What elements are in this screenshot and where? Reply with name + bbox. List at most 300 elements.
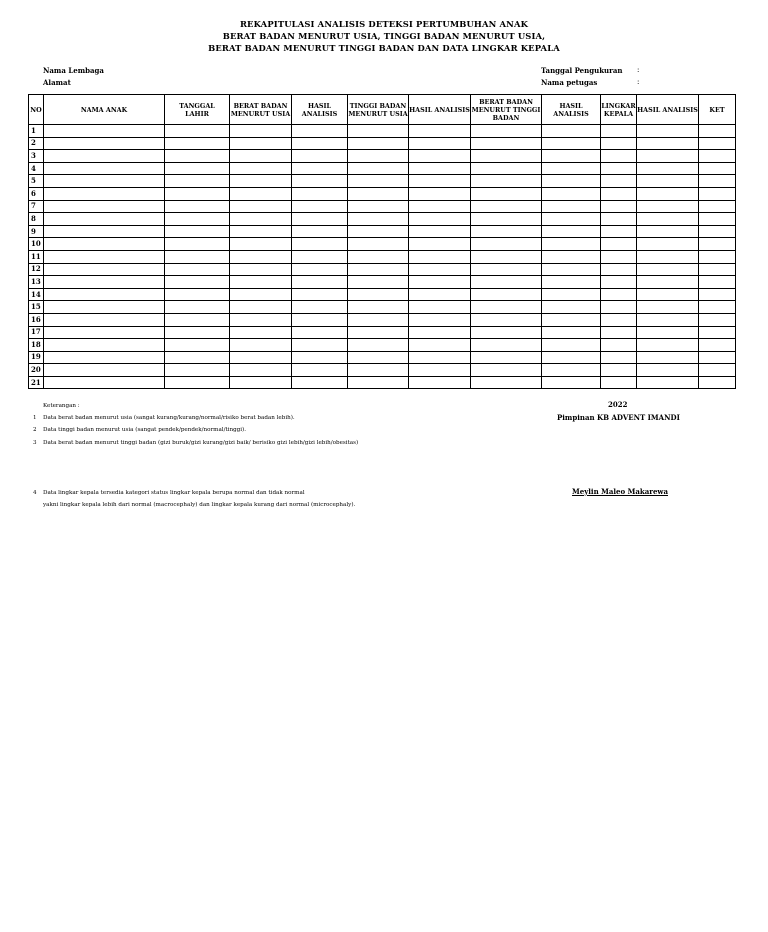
table-cell[interactable]	[292, 187, 348, 200]
table-cell[interactable]	[699, 238, 736, 251]
table-cell[interactable]	[230, 150, 292, 163]
table-cell[interactable]	[230, 137, 292, 150]
table-cell[interactable]	[44, 200, 165, 213]
table-cell[interactable]	[601, 313, 637, 326]
table-cell[interactable]	[471, 175, 542, 188]
table-cell[interactable]	[699, 351, 736, 364]
table-row	[29, 339, 736, 352]
table-cell[interactable]	[471, 351, 542, 364]
table-cell[interactable]	[471, 150, 542, 163]
table-cell[interactable]	[292, 137, 348, 150]
table-cell[interactable]	[44, 175, 165, 188]
table-cell[interactable]	[542, 213, 601, 226]
table-cell[interactable]	[542, 313, 601, 326]
table-cell[interactable]	[699, 162, 736, 175]
table-cell[interactable]	[44, 213, 165, 226]
table-cell[interactable]	[699, 250, 736, 263]
table-cell[interactable]	[44, 250, 165, 263]
table-cell[interactable]	[44, 187, 165, 200]
table-cell[interactable]	[44, 301, 165, 314]
table-cell[interactable]	[44, 339, 165, 352]
table-cell[interactable]	[637, 137, 699, 150]
table-cell[interactable]	[637, 238, 699, 251]
table-cell[interactable]	[348, 263, 409, 276]
table-cell[interactable]	[637, 351, 699, 364]
table-cell[interactable]	[230, 376, 292, 389]
table-cell[interactable]	[44, 276, 165, 289]
col-header-ket: KET	[699, 95, 736, 125]
table-row	[29, 175, 736, 188]
table-cell[interactable]	[44, 313, 165, 326]
col-header-hasil-analisis-1: HASIL ANALISIS	[292, 95, 348, 125]
table-cell[interactable]	[409, 162, 471, 175]
row-number: 2	[29, 137, 44, 150]
table-cell[interactable]	[409, 150, 471, 163]
table-cell[interactable]	[471, 250, 542, 263]
table-cell[interactable]	[699, 301, 736, 314]
table-cell[interactable]	[348, 326, 409, 339]
table-cell[interactable]	[471, 313, 542, 326]
table-cell[interactable]	[348, 301, 409, 314]
table-row	[29, 125, 736, 138]
table-cell[interactable]	[348, 250, 409, 263]
table-cell[interactable]	[542, 200, 601, 213]
title-line-1: REKAPITULASI ANALISIS DETEKSI PERTUMBUHAN ANAK	[239, 19, 529, 29]
table-cell[interactable]	[637, 313, 699, 326]
table-cell[interactable]	[601, 125, 637, 138]
note-number: 3	[33, 440, 37, 446]
table-cell[interactable]	[409, 326, 471, 339]
row-number: 14	[29, 288, 44, 301]
table-cell[interactable]	[471, 200, 542, 213]
table-cell[interactable]	[165, 150, 230, 163]
table-cell[interactable]	[348, 175, 409, 188]
row-number: 19	[29, 351, 44, 364]
table-cell[interactable]	[542, 250, 601, 263]
table-cell[interactable]	[601, 288, 637, 301]
table-cell[interactable]	[699, 326, 736, 339]
table-cell[interactable]	[637, 301, 699, 314]
table-cell[interactable]	[637, 364, 699, 377]
table-cell[interactable]	[292, 351, 348, 364]
table-cell[interactable]	[637, 250, 699, 263]
table-cell[interactable]	[292, 276, 348, 289]
table-cell[interactable]	[44, 225, 165, 238]
table-cell[interactable]	[699, 263, 736, 276]
table-cell[interactable]	[637, 187, 699, 200]
table-cell[interactable]	[471, 238, 542, 251]
table-cell[interactable]	[292, 238, 348, 251]
col-header-bb-tb: BERAT BADAN MENURUT TINGGI BADAN	[471, 95, 542, 125]
table-cell[interactable]	[292, 339, 348, 352]
table-cell[interactable]	[601, 301, 637, 314]
table-row	[29, 263, 736, 276]
tanggal-colon: :	[637, 66, 640, 74]
table-header-row	[29, 95, 736, 125]
row-number: 3	[29, 150, 44, 163]
table-cell[interactable]	[348, 276, 409, 289]
table-cell[interactable]	[601, 162, 637, 175]
note-4-continuation: yakni lingkar kepala lebih dari normal (macrocephaly) dan lingkar kepala kurang dari normal (microcephaly).	[43, 502, 356, 508]
table-cell[interactable]	[601, 263, 637, 276]
table-cell[interactable]	[44, 238, 165, 251]
table-cell[interactable]	[230, 339, 292, 352]
table-cell[interactable]	[601, 137, 637, 150]
table-cell[interactable]	[601, 238, 637, 251]
col-header-nama-anak: NAMA ANAK	[44, 95, 165, 125]
table-cell[interactable]	[230, 175, 292, 188]
title-line-2: BERAT BADAN MENURUT USIA, TINGGI BADAN MENURUT USIA,	[222, 31, 546, 41]
table-cell[interactable]	[292, 250, 348, 263]
table-cell[interactable]	[230, 313, 292, 326]
table-cell[interactable]	[637, 263, 699, 276]
table-cell[interactable]	[471, 339, 542, 352]
table-cell[interactable]	[699, 276, 736, 289]
table-row	[29, 200, 736, 213]
table-cell[interactable]	[165, 200, 230, 213]
table-row	[29, 137, 736, 150]
table-cell[interactable]	[348, 162, 409, 175]
table-cell[interactable]	[409, 364, 471, 377]
table-cell[interactable]	[699, 150, 736, 163]
table-cell[interactable]	[230, 263, 292, 276]
table-row	[29, 326, 736, 339]
table-cell[interactable]	[230, 301, 292, 314]
table-cell[interactable]	[348, 225, 409, 238]
table-cell[interactable]	[292, 313, 348, 326]
table-cell[interactable]	[348, 150, 409, 163]
table-cell[interactable]	[348, 339, 409, 352]
table-cell[interactable]	[165, 263, 230, 276]
table-cell[interactable]	[292, 225, 348, 238]
table-cell[interactable]	[471, 276, 542, 289]
table-cell[interactable]	[292, 175, 348, 188]
row-number: 8	[29, 213, 44, 226]
table-cell[interactable]	[165, 225, 230, 238]
table-row	[29, 225, 736, 238]
row-number: 21	[29, 376, 44, 389]
table-cell[interactable]	[409, 351, 471, 364]
row-number: 15	[29, 301, 44, 314]
table-cell[interactable]	[699, 376, 736, 389]
table-cell[interactable]	[471, 326, 542, 339]
table-cell[interactable]	[601, 339, 637, 352]
table-cell[interactable]	[542, 187, 601, 200]
table-cell[interactable]	[601, 276, 637, 289]
row-number: 11	[29, 250, 44, 263]
table-cell[interactable]	[409, 339, 471, 352]
table-row	[29, 162, 736, 175]
table-cell[interactable]	[292, 213, 348, 226]
table-cell[interactable]	[44, 364, 165, 377]
table-cell[interactable]	[699, 213, 736, 226]
table-cell[interactable]	[230, 125, 292, 138]
row-number: 7	[29, 200, 44, 213]
table-cell[interactable]	[165, 276, 230, 289]
table-cell[interactable]	[409, 276, 471, 289]
table-cell[interactable]	[348, 137, 409, 150]
note-text: Data berat badan menurut tinggi badan (gizi buruk/gizi kurang/gizi baik/ berisiko gizi lebih/gizi lebih/obesitas)	[43, 440, 359, 446]
table-cell[interactable]	[637, 376, 699, 389]
table-cell[interactable]	[230, 200, 292, 213]
row-number: 18	[29, 339, 44, 352]
table-cell[interactable]	[165, 175, 230, 188]
table-cell[interactable]	[409, 125, 471, 138]
table-row	[29, 276, 736, 289]
table-cell[interactable]	[292, 364, 348, 377]
table-cell[interactable]	[542, 364, 601, 377]
lembaga-label: Nama Lembaga	[43, 66, 104, 75]
table-cell[interactable]	[165, 137, 230, 150]
table-cell[interactable]	[165, 187, 230, 200]
alamat-label: Alamat	[43, 78, 71, 87]
table-cell[interactable]	[292, 125, 348, 138]
signature-year: 2022	[608, 400, 628, 409]
table-cell[interactable]	[542, 351, 601, 364]
table-cell[interactable]	[44, 150, 165, 163]
table-cell[interactable]	[409, 250, 471, 263]
table-cell[interactable]	[409, 187, 471, 200]
table-cell[interactable]	[471, 187, 542, 200]
table-cell[interactable]	[292, 288, 348, 301]
table-cell[interactable]	[44, 125, 165, 138]
table-cell[interactable]	[230, 288, 292, 301]
row-number: 16	[29, 313, 44, 326]
table-cell[interactable]	[409, 225, 471, 238]
table-cell[interactable]	[230, 276, 292, 289]
table-cell[interactable]	[637, 339, 699, 352]
table-cell[interactable]	[409, 200, 471, 213]
table-cell[interactable]	[471, 263, 542, 276]
table-cell[interactable]	[637, 175, 699, 188]
table-cell[interactable]	[230, 162, 292, 175]
table-cell[interactable]	[165, 364, 230, 377]
table-cell[interactable]	[542, 326, 601, 339]
table-cell[interactable]	[165, 351, 230, 364]
table-cell[interactable]	[348, 238, 409, 251]
table-row	[29, 288, 736, 301]
table-cell[interactable]	[292, 376, 348, 389]
table-cell[interactable]	[542, 137, 601, 150]
table-cell[interactable]	[348, 376, 409, 389]
table-cell[interactable]	[230, 326, 292, 339]
table-cell[interactable]	[542, 238, 601, 251]
table-cell[interactable]	[542, 288, 601, 301]
table-cell[interactable]	[230, 238, 292, 251]
table-cell[interactable]	[409, 313, 471, 326]
table-cell[interactable]	[348, 187, 409, 200]
table-cell[interactable]	[44, 326, 165, 339]
notes-heading: Keterangan :	[43, 403, 80, 409]
table-cell[interactable]	[230, 187, 292, 200]
table-cell[interactable]	[542, 376, 601, 389]
row-number: 13	[29, 276, 44, 289]
table-cell[interactable]	[165, 301, 230, 314]
table-cell[interactable]	[542, 301, 601, 314]
col-header-tanggal-lahir: TANGGAL LAHIR	[165, 95, 230, 125]
table-cell[interactable]	[601, 187, 637, 200]
table-cell[interactable]	[165, 339, 230, 352]
table-cell[interactable]	[292, 150, 348, 163]
table-cell[interactable]	[699, 225, 736, 238]
signature-name: Meylin Maleo Makarewa	[572, 487, 668, 496]
table-cell[interactable]	[348, 351, 409, 364]
table-cell[interactable]	[601, 376, 637, 389]
table-cell[interactable]	[165, 313, 230, 326]
table-cell[interactable]	[348, 125, 409, 138]
table-row	[29, 351, 736, 364]
note-number: 4	[33, 490, 37, 496]
table-cell[interactable]	[292, 263, 348, 276]
table-row	[29, 313, 736, 326]
table-cell[interactable]	[165, 238, 230, 251]
table-cell[interactable]	[542, 263, 601, 276]
table-cell[interactable]	[409, 137, 471, 150]
row-number: 5	[29, 175, 44, 188]
table-cell[interactable]	[292, 162, 348, 175]
table-cell[interactable]	[542, 175, 601, 188]
table-cell[interactable]	[44, 351, 165, 364]
table-cell[interactable]	[409, 213, 471, 226]
table-cell[interactable]	[471, 301, 542, 314]
table-cell[interactable]	[409, 175, 471, 188]
table-cell[interactable]	[165, 125, 230, 138]
row-number: 4	[29, 162, 44, 175]
col-header-tb-usia: TINGGI BADAN MENURUT USIA	[348, 95, 409, 125]
col-header-no: NO	[29, 95, 44, 125]
table-cell[interactable]	[165, 376, 230, 389]
table-cell[interactable]	[409, 376, 471, 389]
table-cell[interactable]	[44, 376, 165, 389]
table-cell[interactable]	[601, 351, 637, 364]
table-cell[interactable]	[165, 162, 230, 175]
table-cell[interactable]	[601, 200, 637, 213]
table-cell[interactable]	[699, 288, 736, 301]
table-cell[interactable]	[348, 213, 409, 226]
table-cell[interactable]	[637, 213, 699, 226]
table-cell[interactable]	[165, 326, 230, 339]
table-cell[interactable]	[699, 364, 736, 377]
table-cell[interactable]	[601, 364, 637, 377]
table-cell[interactable]	[409, 263, 471, 276]
row-number: 20	[29, 364, 44, 377]
table-cell[interactable]	[471, 162, 542, 175]
table-row	[29, 150, 736, 163]
row-number: 12	[29, 263, 44, 276]
table-cell[interactable]	[471, 125, 542, 138]
table-cell[interactable]	[601, 175, 637, 188]
table-cell[interactable]	[230, 225, 292, 238]
table-row	[29, 238, 736, 251]
note-text: Data lingkar kepala tersedia kategori status lingkar kepala berupa normal dan tidak normal	[43, 490, 305, 496]
table-cell[interactable]	[699, 137, 736, 150]
table-row	[29, 364, 736, 377]
table-cell[interactable]	[637, 276, 699, 289]
table-cell[interactable]	[44, 162, 165, 175]
note-number: 2	[33, 427, 37, 433]
table-cell[interactable]	[409, 301, 471, 314]
table-cell[interactable]	[230, 364, 292, 377]
table-cell[interactable]	[471, 137, 542, 150]
table-row	[29, 187, 736, 200]
table-cell[interactable]	[292, 326, 348, 339]
table-cell[interactable]	[542, 162, 601, 175]
table-cell[interactable]	[542, 225, 601, 238]
table-cell[interactable]	[44, 263, 165, 276]
note-number: 1	[33, 415, 37, 421]
table-cell[interactable]	[230, 351, 292, 364]
table-cell[interactable]	[348, 200, 409, 213]
note-text: Data berat badan menurut usia (sangat kurang/kurang/normal/risiko berat badan lebih).	[43, 415, 295, 421]
table-cell[interactable]	[637, 225, 699, 238]
nama-petugas-label: Nama petugas	[541, 78, 598, 87]
col-header-hasil-analisis-2: HASIL ANALISIS	[409, 95, 471, 125]
table-cell[interactable]	[637, 125, 699, 138]
table-cell[interactable]	[637, 288, 699, 301]
table-cell[interactable]	[165, 250, 230, 263]
table-cell[interactable]	[542, 150, 601, 163]
table-cell[interactable]	[699, 187, 736, 200]
table-cell[interactable]	[409, 288, 471, 301]
table-cell[interactable]	[601, 150, 637, 163]
table-cell[interactable]	[699, 339, 736, 352]
table-cell[interactable]	[348, 288, 409, 301]
table-cell[interactable]	[637, 150, 699, 163]
table-cell[interactable]	[601, 225, 637, 238]
note-text: Data tinggi badan menurut usia (sangat pendek/pendek/normal/tinggi).	[43, 427, 247, 433]
table-cell[interactable]	[44, 288, 165, 301]
table-cell[interactable]	[542, 339, 601, 352]
table-row	[29, 250, 736, 263]
table-cell[interactable]	[471, 376, 542, 389]
table-cell[interactable]	[471, 364, 542, 377]
table-row	[29, 213, 736, 226]
table-cell[interactable]	[292, 200, 348, 213]
table-cell[interactable]	[699, 313, 736, 326]
table-cell[interactable]	[471, 213, 542, 226]
table-cell[interactable]	[348, 364, 409, 377]
table-cell[interactable]	[699, 125, 736, 138]
signature-title: Pimpinan KB ADVENT IMANDI	[557, 413, 680, 422]
col-header-hasil-analisis-3: HASIL ANALISIS	[542, 95, 601, 125]
table-cell[interactable]	[601, 250, 637, 263]
row-number: 1	[29, 125, 44, 138]
table-row	[29, 376, 736, 389]
table-cell[interactable]	[230, 213, 292, 226]
table-cell[interactable]	[601, 213, 637, 226]
table-cell[interactable]	[699, 200, 736, 213]
table-cell[interactable]	[471, 288, 542, 301]
table-cell[interactable]	[471, 225, 542, 238]
table-cell[interactable]	[230, 250, 292, 263]
table-cell[interactable]	[637, 162, 699, 175]
table-cell[interactable]	[165, 288, 230, 301]
table-cell[interactable]	[542, 276, 601, 289]
table-cell[interactable]	[348, 313, 409, 326]
table-cell[interactable]	[165, 213, 230, 226]
table-cell[interactable]	[44, 137, 165, 150]
table-cell[interactable]	[637, 326, 699, 339]
table-cell[interactable]	[601, 326, 637, 339]
table-cell[interactable]	[637, 200, 699, 213]
table-cell[interactable]	[699, 175, 736, 188]
table-cell[interactable]	[409, 238, 471, 251]
table-row	[29, 301, 736, 314]
table-cell[interactable]	[542, 125, 601, 138]
col-header-hasil-analisis-4: HASIL ANALISIS	[637, 95, 699, 125]
table-cell[interactable]	[292, 301, 348, 314]
col-header-bb-usia: BERAT BADAN MENURUT USIA	[230, 95, 292, 125]
